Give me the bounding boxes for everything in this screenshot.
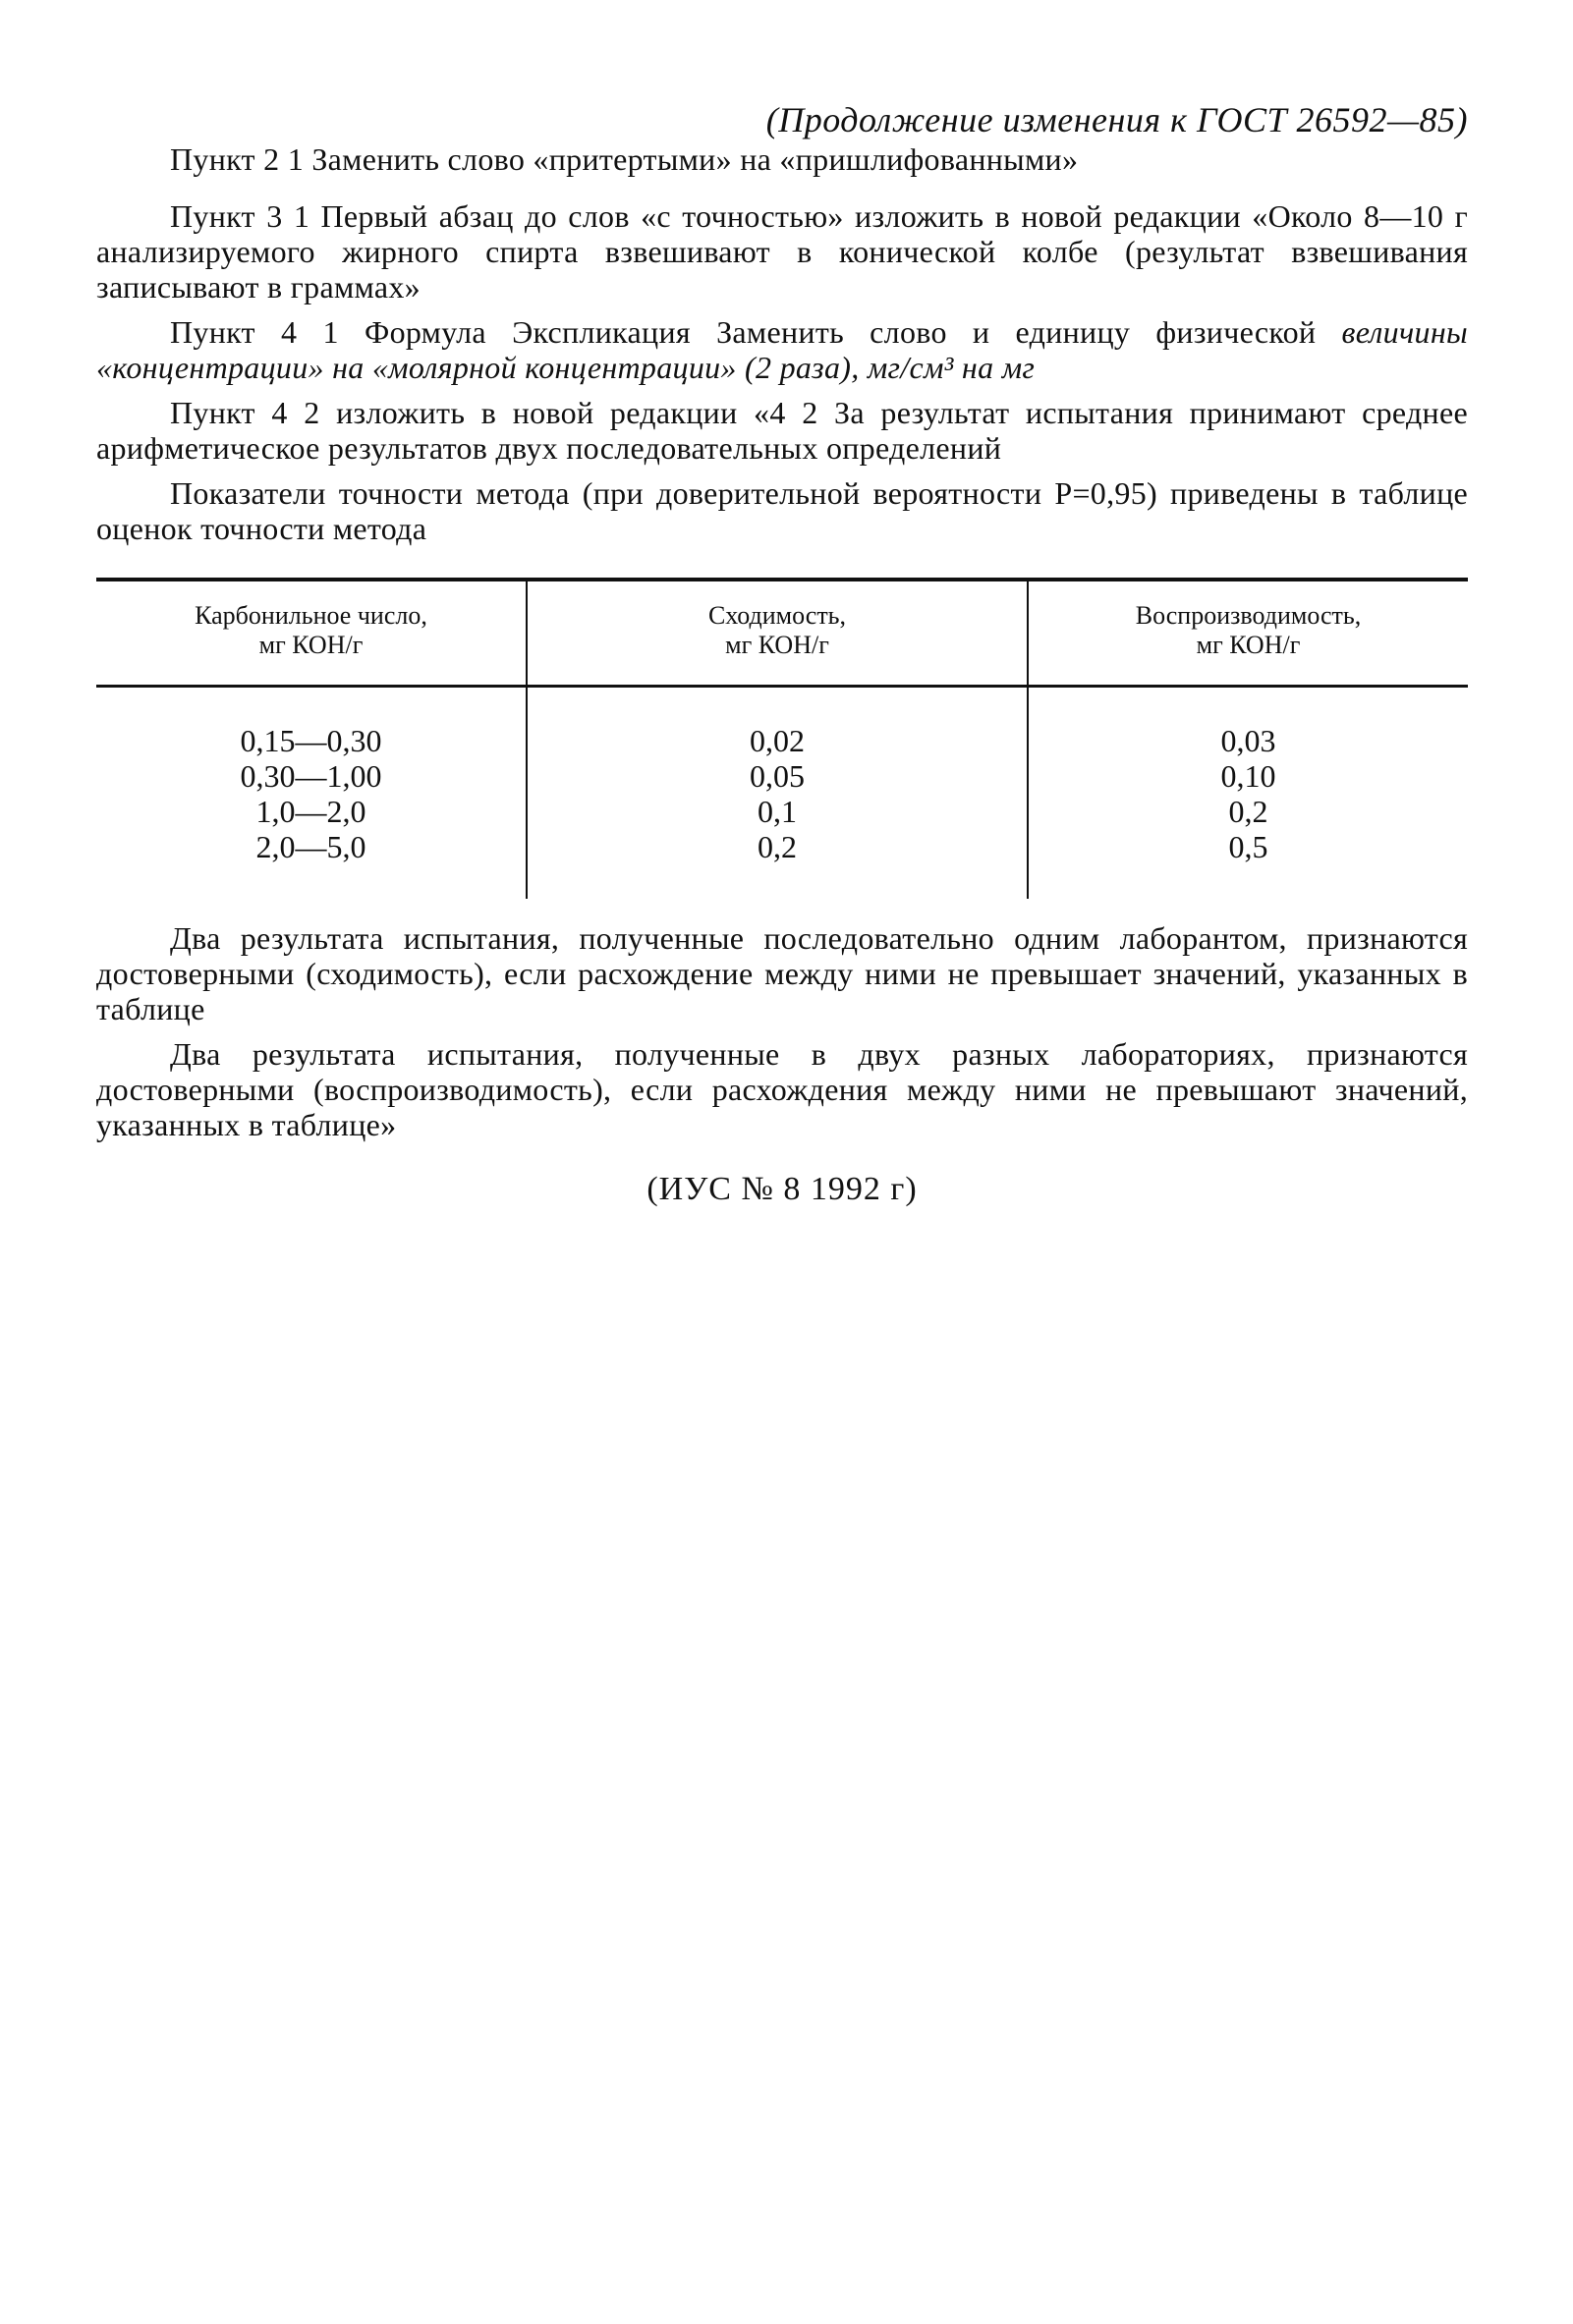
document-page — [96, 98, 1468, 1211]
table-body — [96, 688, 1468, 899]
table-cell: 0,15—0,30 — [240, 723, 382, 758]
header-cell-line: Сходимость, — [707, 601, 847, 630]
header-repeatability — [526, 581, 1027, 685]
table-header-row — [96, 581, 1468, 685]
table-cell: 0,05 — [750, 758, 805, 794]
table-cell: 0,30—1,00 — [240, 758, 382, 794]
paragraph-point-2-1: Пункт 2 1 Заменить слово «притертыми» на «пришлифованными» — [170, 141, 1079, 177]
table-cell: 1,0—2,0 — [255, 794, 366, 829]
paragraph-point-4-2: Пункт 4 2 изложить в новой редакции «4 2 За результат испытания принимают среднее арифметическое результатов двух последовательных определений — [96, 395, 1468, 466]
paragraph-point-4-1-text: Пункт 4 1 Формула Экспликация Заменить слово и единицу физической — [170, 314, 1342, 350]
precision-table — [96, 578, 1468, 899]
paragraph-point-4-1 — [96, 314, 1468, 385]
header-cell-line: Карбонильное число, — [195, 601, 427, 630]
table-cell: 0,2 — [758, 829, 797, 864]
table-cell: 0,02 — [750, 723, 805, 758]
header-cell-line: Воспроизводимость, — [1135, 601, 1362, 630]
table-cell: 0,5 — [1228, 829, 1268, 864]
table-cell: 0,2 — [1228, 794, 1268, 829]
column-reproducibility — [1027, 688, 1468, 899]
column-repeatability — [526, 688, 1027, 899]
table-cell: 2,0—5,0 — [255, 829, 366, 864]
paragraph-point-4-1-italic: величины «концентрации» на «молярной концентрации» (2 раза), мг/см³ на мг — [96, 314, 1468, 385]
running-header: (Продолжение изменения к ГОСТ 26592—85) — [765, 100, 1468, 139]
header-cell-unit: мг КОН/г — [258, 631, 364, 659]
table-cell: 0,10 — [1220, 758, 1276, 794]
paragraph-point-3-1: Пункт 3 1 Первый абзац до слов «с точностью» изложить в новой редакции «Около 8—10 г анализируемого жирного спирта взвешивают в конической колбе (результат взвешивания записывают в граммах» — [96, 198, 1468, 304]
header-cell-unit: мг КОН/г — [1196, 631, 1301, 659]
paragraph-precision-intro: Показатели точности метода (при доверительной вероятности P=0,95) приведены в таблице оценок точности метода — [96, 475, 1468, 546]
source-reference: (ИУС № 8 1992 г) — [646, 1171, 918, 1207]
paragraph-repeatability: Два результата испытания, полученные последовательно одним лаборантом, признаются достоверными (сходимость), если расхождение между ними не превышает значений, указанных в таблице — [96, 920, 1468, 1026]
column-carbonyl-number — [96, 688, 526, 899]
paragraph-reproducibility: Два результата испытания, полученные в двух разных лабораториях, признаются достоверными (воспроизводимость), если расхождения между ними не превышают значений, указанных в таблице» — [96, 1036, 1468, 1142]
table-cell: 0,03 — [1220, 723, 1276, 758]
header-carbonyl-number — [96, 581, 526, 685]
table-cell: 0,1 — [758, 794, 797, 829]
header-cell-unit: мг КОН/г — [725, 631, 829, 659]
header-reproducibility — [1027, 581, 1468, 685]
